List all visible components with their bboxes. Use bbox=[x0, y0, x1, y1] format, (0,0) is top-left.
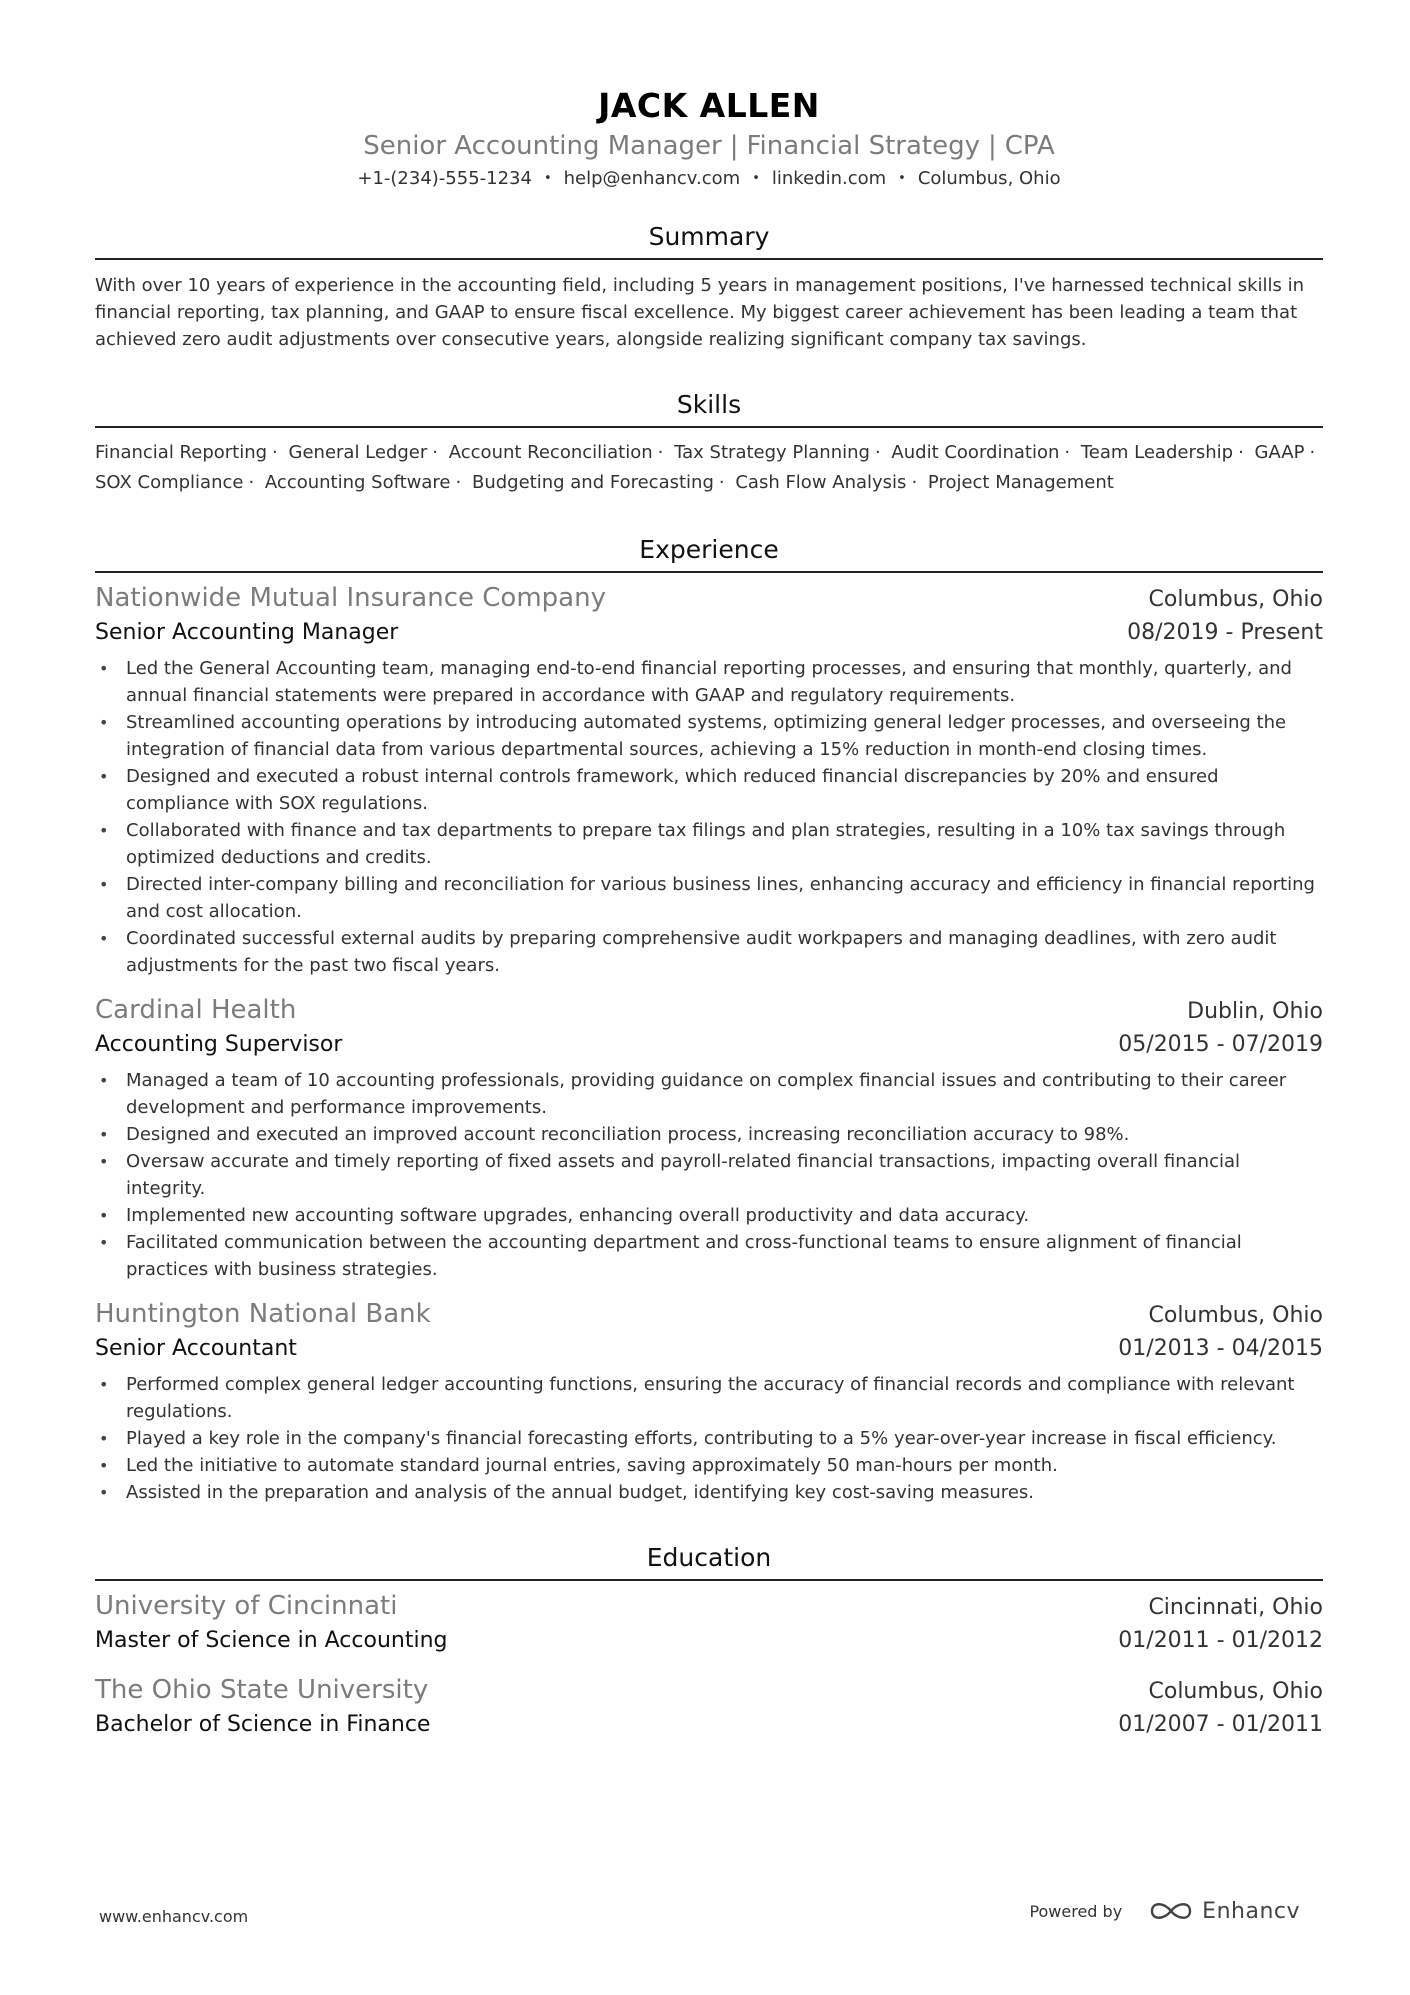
job-bullet: • Collaborated with finance and tax departments to prepare tax filings and plan strategies, resulting in a 10% tax savings through optimized deductions and credits. bbox=[95, 817, 1323, 871]
job-bullets bbox=[95, 1067, 1323, 1283]
contact-separator: • bbox=[898, 171, 906, 186]
skills-section bbox=[95, 388, 1323, 498]
job-bullet: • Designed and executed an improved account reconciliation process, increasing reconciliation accuracy to 98%. bbox=[95, 1121, 1323, 1148]
summary-text: With over 10 years of experience in the accounting field, including 5 years in management positions, I've harnessed technical skills in financial reporting, tax planning, and GAAP to ensure fiscal excellence. My biggest career achievement has been leading a team that achieved zero audit adjustments over consecutive years, alongside realizing significant company tax savings. bbox=[95, 275, 1305, 350]
skills-list bbox=[95, 438, 1323, 498]
skill-item: GAAP bbox=[1254, 442, 1305, 463]
skill-separator: · bbox=[1064, 442, 1071, 463]
education-entry bbox=[95, 1673, 1323, 1741]
job-dates: 01/2013 - 04/2015 bbox=[1118, 1336, 1323, 1361]
section-divider bbox=[95, 426, 1323, 428]
degree: Bachelor of Science in Finance bbox=[95, 1712, 431, 1737]
skill-separator: · bbox=[874, 442, 881, 463]
skill-item: Account Reconciliation bbox=[448, 442, 653, 463]
skill-item: Budgeting and Forecasting bbox=[471, 472, 714, 493]
company-name: Nationwide Mutual Insurance Company bbox=[95, 583, 606, 613]
job-location: Columbus, Ohio bbox=[1148, 1303, 1323, 1328]
education-section bbox=[95, 1541, 1323, 1741]
summary-section bbox=[95, 220, 1323, 353]
skill-item: General Ledger bbox=[288, 442, 428, 463]
job-dates: 05/2015 - 07/2019 bbox=[1118, 1032, 1323, 1057]
job-bullet: • Managed a team of 10 accounting professionals, providing guidance on complex financial issues and contributing to their career development and performance improvements. bbox=[95, 1067, 1323, 1121]
job-bullet: • Oversaw accurate and timely reporting of fixed assets and payroll-related financial transactions, impacting overall financial integrity. bbox=[95, 1148, 1323, 1202]
contact-separator: • bbox=[543, 171, 552, 186]
skill-separator: · bbox=[911, 472, 918, 493]
skill-item: SOX Compliance bbox=[95, 472, 244, 493]
skill-item: Audit Coordination bbox=[891, 442, 1060, 463]
contact-line bbox=[95, 166, 1323, 192]
skill-separator: · bbox=[1238, 442, 1244, 463]
skill-item: Financial Reporting bbox=[95, 442, 268, 463]
skill-separator: · bbox=[272, 442, 278, 463]
section-title-skills: Skills bbox=[676, 390, 742, 419]
job-bullet: • Led the General Accounting team, managing end-to-end financial reporting processes, and ensuring that monthly, quarterly, and annual financial statements were prepared in accordance with GAAP and regulatory requirements. bbox=[95, 655, 1323, 709]
education-entry bbox=[95, 1589, 1323, 1657]
skill-item: Team Leadership bbox=[1080, 442, 1234, 463]
enhancv-logo-icon bbox=[1148, 1898, 1194, 1924]
headline-specialty: Financial Strategy bbox=[746, 131, 981, 161]
headline-title: Senior Accounting Manager bbox=[363, 131, 722, 161]
headline bbox=[95, 128, 1323, 164]
section-divider bbox=[95, 571, 1323, 573]
resume-header bbox=[95, 0, 1323, 192]
contact-email[interactable]: help@enhancv.com bbox=[563, 168, 741, 189]
education-dates: 01/2011 - 01/2012 bbox=[1118, 1628, 1323, 1653]
experience-entry bbox=[95, 1297, 1323, 1506]
contact-location: Columbus, Ohio bbox=[917, 168, 1061, 189]
experience-entry bbox=[95, 993, 1323, 1283]
job-bullet: • Facilitated communication between the accounting department and cross-functional teams to ensure alignment of financial practices with business strategies. bbox=[95, 1229, 1323, 1283]
skill-item: Accounting Software bbox=[264, 472, 451, 493]
skill-item: Project Management bbox=[927, 472, 1114, 493]
footer-branding bbox=[1029, 1898, 1300, 1924]
job-title: Senior Accountant bbox=[95, 1336, 297, 1361]
job-location: Dublin, Ohio bbox=[1187, 999, 1323, 1024]
skill-separator: · bbox=[455, 472, 462, 493]
footer-website[interactable]: www.enhancv.com bbox=[99, 1907, 249, 1926]
company-name: Cardinal Health bbox=[95, 995, 297, 1025]
headline-separator: | bbox=[729, 131, 739, 161]
job-location: Columbus, Ohio bbox=[1148, 587, 1323, 612]
skill-item: Cash Flow Analysis bbox=[735, 472, 907, 493]
skill-separator: · bbox=[657, 442, 664, 463]
experience-entry bbox=[95, 581, 1323, 979]
job-dates: 08/2019 - Present bbox=[1127, 620, 1323, 645]
skill-separator: · bbox=[432, 442, 439, 463]
job-bullet: • Directed inter-company billing and reconciliation for various business lines, enhancing accuracy and efficiency in financial reporting and cost allocation. bbox=[95, 871, 1323, 925]
headline-separator: | bbox=[988, 131, 997, 161]
section-title-summary: Summary bbox=[648, 222, 770, 251]
school-location: Columbus, Ohio bbox=[1148, 1679, 1323, 1704]
section-title-experience: Experience bbox=[639, 535, 779, 564]
experience-section bbox=[95, 533, 1323, 1506]
job-bullet: • Assisted in the preparation and analysis of the annual budget, identifying key cost-saving measures. bbox=[95, 1479, 1323, 1506]
job-bullet: • Played a key role in the company's financial forecasting efforts, contributing to a 5% year-over-year increase in fiscal efficiency. bbox=[95, 1425, 1323, 1452]
contact-phone[interactable]: +1-(234)-555-1234 bbox=[357, 168, 532, 189]
job-bullet: • Led the initiative to automate standard journal entries, saving approximately 50 man-hours per month. bbox=[95, 1452, 1323, 1479]
section-divider bbox=[95, 258, 1323, 260]
job-title: Senior Accounting Manager bbox=[95, 620, 399, 645]
job-bullet: • Implemented new accounting software upgrades, enhancing overall productivity and data accuracy. bbox=[95, 1202, 1323, 1229]
degree: Master of Science in Accounting bbox=[95, 1628, 448, 1653]
contact-linkedin[interactable]: linkedin.com bbox=[771, 168, 887, 189]
school-location: Cincinnati, Ohio bbox=[1148, 1595, 1323, 1620]
job-bullet: • Designed and executed a robust internal controls framework, which reduced financial discrepancies by 20% and ensured compliance with SOX regulations. bbox=[95, 763, 1323, 817]
education-dates: 01/2007 - 01/2011 bbox=[1118, 1712, 1323, 1737]
headline-certification: CPA bbox=[1004, 131, 1055, 161]
job-bullets bbox=[95, 1371, 1323, 1506]
job-bullet: • Streamlined accounting operations by introducing automated systems, optimizing general ledger processes, and overseeing the integration of financial data from various departmental sources, achieving a 15% reduction in month-end closing times. bbox=[95, 709, 1323, 763]
job-bullet: • Performed complex general ledger accounting functions, ensuring the accuracy of financial records and compliance with relevant regulations. bbox=[95, 1371, 1323, 1425]
job-bullets bbox=[95, 655, 1323, 979]
skill-separator: · bbox=[1309, 442, 1316, 463]
contact-separator: • bbox=[752, 171, 760, 186]
section-divider bbox=[95, 1579, 1323, 1581]
powered-by-label: Powered by bbox=[1029, 1901, 1123, 1921]
company-name: Huntington National Bank bbox=[95, 1299, 431, 1329]
job-bullet: • Coordinated successful external audits by preparing comprehensive audit workpapers and managing deadlines, with zero audit adjustments for the past two fiscal years. bbox=[95, 925, 1323, 979]
skill-item: Tax Strategy Planning bbox=[674, 442, 870, 463]
section-title-education: Education bbox=[646, 1543, 772, 1572]
candidate-name: JACK ALLEN bbox=[598, 86, 820, 125]
school-name: University of Cincinnati bbox=[95, 1591, 398, 1621]
job-title: Accounting Supervisor bbox=[95, 1032, 343, 1057]
skill-separator: · bbox=[718, 472, 725, 493]
enhancv-logo-text[interactable]: Enhancv bbox=[1202, 1898, 1300, 1924]
school-name: The Ohio State University bbox=[95, 1675, 429, 1705]
skill-separator: · bbox=[248, 472, 255, 493]
resume-page bbox=[95, 0, 1323, 1741]
